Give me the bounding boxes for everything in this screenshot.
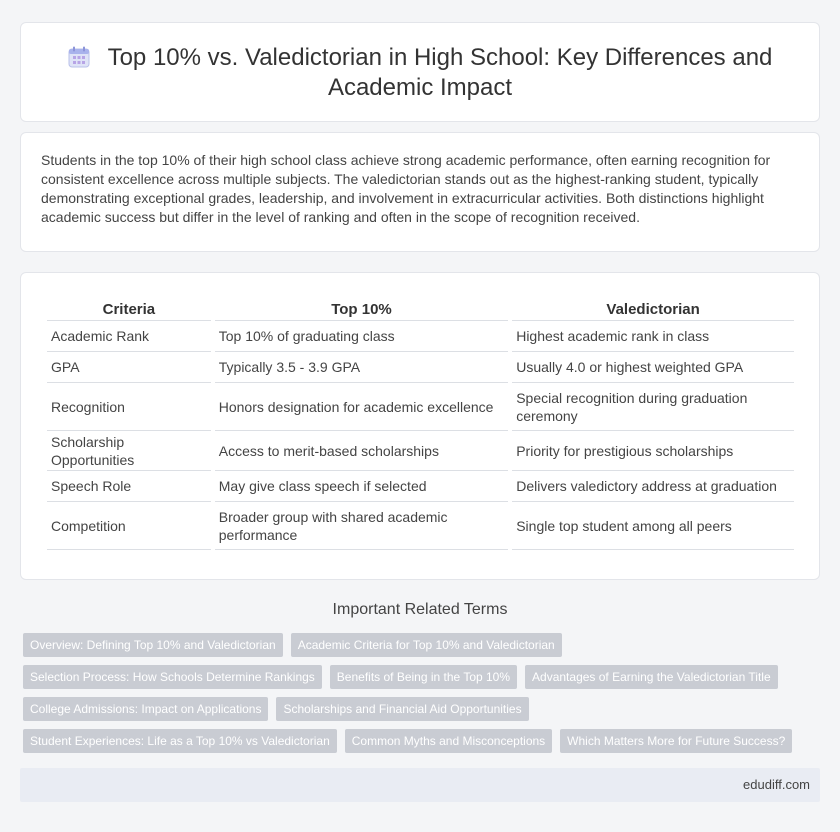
table-row: [47, 352, 794, 383]
table-row: [47, 383, 794, 431]
cell-valedictorian: Delivers valedictory address at graduation: [512, 471, 794, 502]
title-text: Top 10% vs. Valedictorian in High School: Key Differences and Academic Impact: [107, 44, 773, 101]
table-row: [47, 431, 794, 471]
tag-student-experiences[interactable]: Student Experiences: Life as a Top 10% vs Valedictorian: [23, 729, 337, 753]
tag-academic-criteria[interactable]: Academic Criteria for Top 10% and Valedictorian: [291, 633, 562, 657]
related-terms-heading: Important Related Terms: [332, 601, 508, 618]
header-criteria: Criteria: [47, 295, 211, 321]
table-row: [47, 321, 794, 352]
cell-criteria: GPA: [47, 352, 211, 383]
cell-top-10: Top 10% of graduating class: [215, 321, 508, 352]
tag-college-admissions[interactable]: College Admissions: Impact on Applications: [23, 697, 268, 721]
table-header-row: [47, 295, 794, 321]
intro-paragraph: Students in the top 10% of their high school class achieve strong academic performance, often earning recognition for consistent excellence across multiple subjects. The valedictorian stands out as the highest-ranking student, typically demonstrating exceptional grades, leadership, and involvement in extracurricular activities. Both distinctions highlight academic success but differ in the level of ranking and often in the scope of recognition received.: [41, 152, 771, 225]
cell-valedictorian: Priority for prestigious scholarships: [512, 431, 794, 471]
comparison-card: [20, 272, 820, 580]
header-valedictorian: Valedictorian: [512, 295, 794, 321]
footer: [20, 768, 820, 802]
cell-valedictorian: Special recognition during graduation ceremony: [512, 383, 794, 431]
cell-top-10: Typically 3.5 - 3.9 GPA: [215, 352, 508, 383]
tag-benefits-top-10[interactable]: Benefits of Being in the Top 10%: [330, 665, 517, 689]
cell-criteria: Recognition: [47, 383, 211, 431]
cell-criteria: Competition: [47, 502, 211, 550]
calendar-icon: [68, 46, 90, 68]
tag-selection-process[interactable]: Selection Process: How Schools Determine Rankings: [23, 665, 322, 689]
comparison-table: [43, 295, 798, 550]
cell-criteria: Scholarship Opportunities: [47, 431, 211, 471]
table-row: [47, 471, 794, 502]
tag-advantages-valedictorian[interactable]: Advantages of Earning the Valedictorian Title: [525, 665, 778, 689]
table-row: [47, 502, 794, 550]
cell-valedictorian: Usually 4.0 or highest weighted GPA: [512, 352, 794, 383]
header-top-10: Top 10%: [215, 295, 508, 321]
title-card: [20, 22, 820, 122]
cell-top-10: May give class speech if selected: [215, 471, 508, 502]
tag-overview[interactable]: Overview: Defining Top 10% and Valedictorian: [23, 633, 283, 657]
cell-top-10: Honors designation for academic excellence: [215, 383, 508, 431]
cell-valedictorian: Single top student among all peers: [512, 502, 794, 550]
tag-future-success[interactable]: Which Matters More for Future Success?: [560, 729, 792, 753]
related-terms-tags: [23, 633, 823, 761]
cell-criteria: Speech Role: [47, 471, 211, 502]
cell-top-10: Access to merit-based scholarships: [215, 431, 508, 471]
footer-site[interactable]: edudiff.com: [743, 777, 810, 792]
tag-myths[interactable]: Common Myths and Misconceptions: [345, 729, 552, 753]
cell-valedictorian: Highest academic rank in class: [512, 321, 794, 352]
cell-criteria: Academic Rank: [47, 321, 211, 352]
intro-card: [20, 132, 820, 252]
page-title: [21, 43, 819, 103]
cell-top-10: Broader group with shared academic performance: [215, 502, 508, 550]
tag-scholarships[interactable]: Scholarships and Financial Aid Opportunities: [276, 697, 528, 721]
